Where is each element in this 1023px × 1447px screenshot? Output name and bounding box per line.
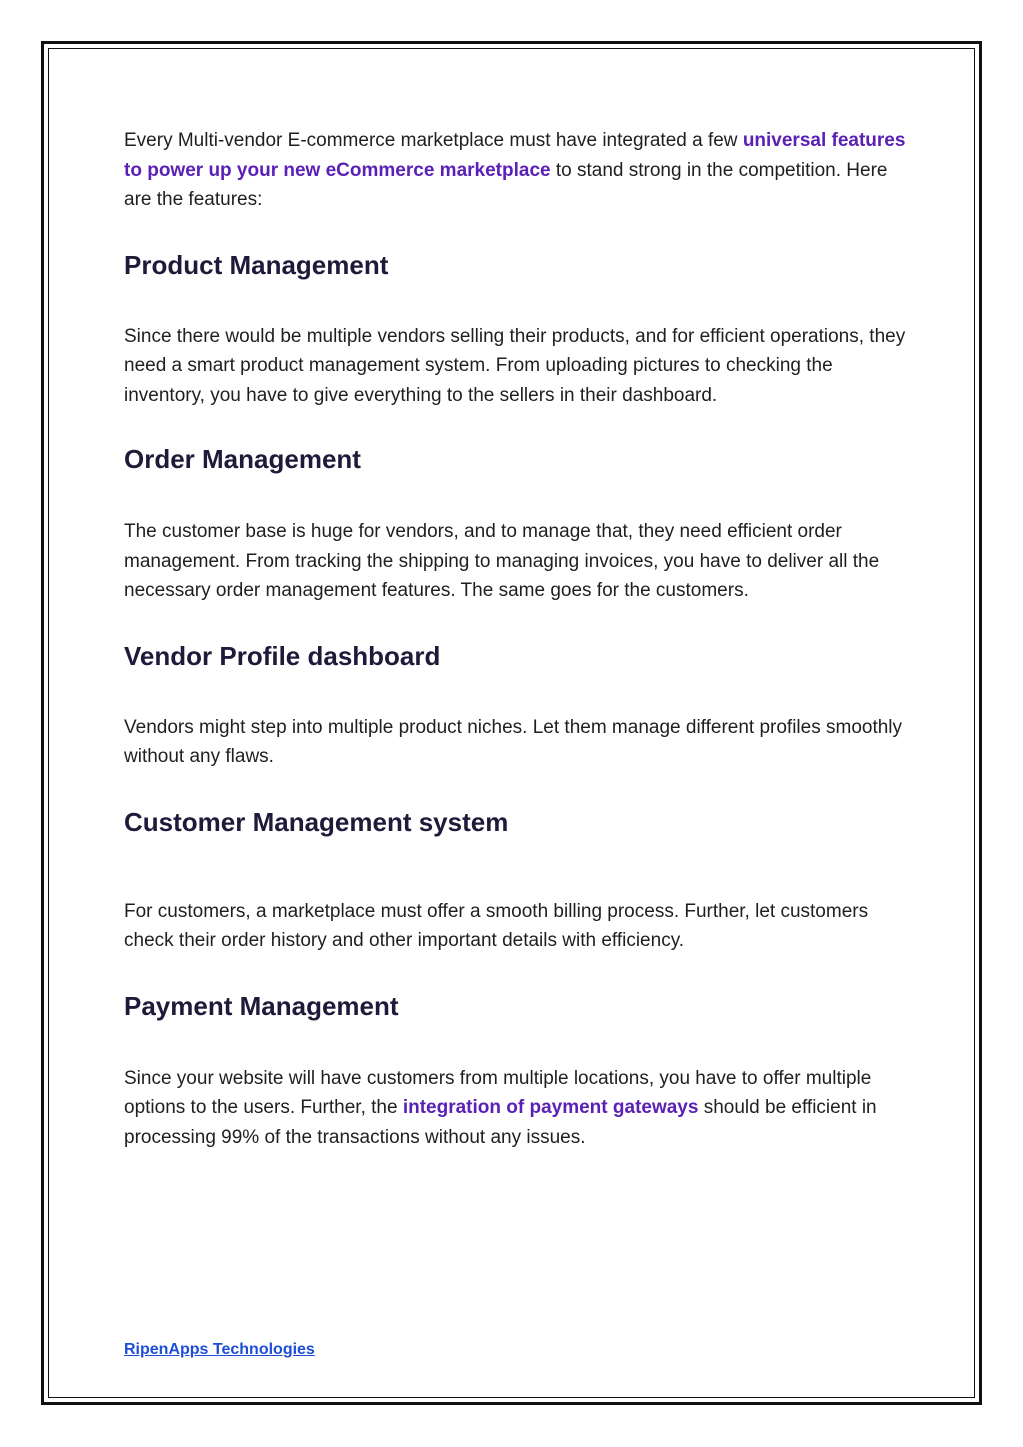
heading-vendor-profile-dashboard: Vendor Profile dashboard [124,640,441,671]
features-link[interactable]: universal features to power up your new eCommerce marketplace [124,130,906,181]
payment-body-1: Since your website will have customers from multiple locations, you have to offer multiple options to the users. Further, the [124,1067,872,1118]
order-management-body: The customer base is huge for vendors, and to manage that, they need efficient order management. From tracking the shipping to managing invoices, you have to deliver all the necessary order management features. The same goes for the customers. [124,521,880,601]
intro-text-2: to stand strong in the competition. Here are the features: [124,159,888,210]
heading-order-management: Order Management [124,444,361,474]
intro-paragraph [124,126,914,215]
payment-body-2: should be efficient in processing 99% of the transactions without any issues. [124,1097,877,1148]
footer-company-link[interactable]: RipenApps Technologies [124,1341,315,1358]
heading-customer-management-system: Customer Management system [124,806,509,837]
payment-gateways-link[interactable]: integration of payment gateways [402,1097,699,1118]
heading-payment-management: Payment Management [124,990,399,1021]
customer-management-body: For customers, a marketplace must offer a smooth billing process. Further, let customers check their order history and other important details with efficiency. [124,900,869,951]
intro-text-1: Every Multi-vendor E-commerce marketplace must have integrated a few [124,130,743,151]
document-content [124,124,914,1152]
heading-product-management: Product Management [124,249,389,280]
payment-management-body [124,1064,914,1153]
vendor-profile-body: Vendors might step into multiple product niches. Let them manage different profiles smoothly without any flaws. [124,716,903,767]
product-management-body: Since there would be multiple vendors selling their products, and for efficient operations, they need a smart product management system. From uploading pictures to checking the inventory, you have to give everything to the sellers in their dashboard. [124,325,906,406]
